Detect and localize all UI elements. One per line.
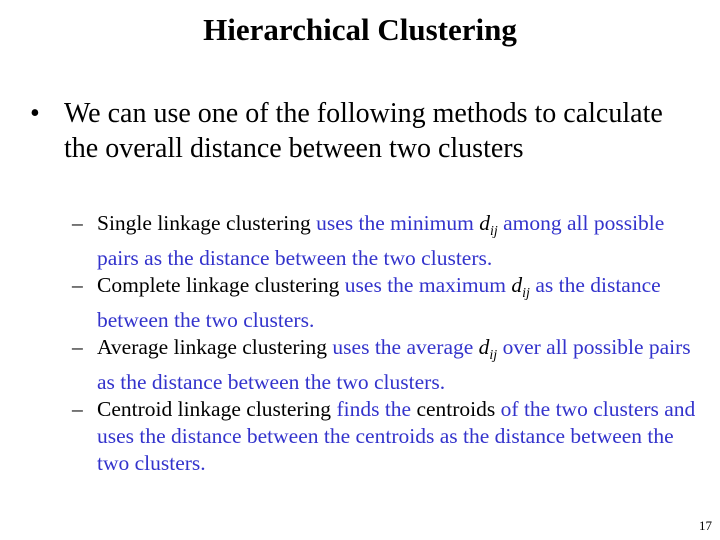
slide-title: Hierarchical Clustering <box>203 12 517 47</box>
method-description-cont: of the two clusters and uses the distance between the centroids as the distance between the two clusters. <box>97 397 696 475</box>
bullet-icon: • <box>30 98 40 129</box>
method-name: Average linkage clustering <box>97 335 328 359</box>
distance-variable: $d_{ij}$ <box>478 335 498 363</box>
main-bullet <box>30 96 680 166</box>
sub-bullet-list <box>72 210 697 477</box>
dash-icon: – <box>72 211 83 235</box>
method-description-cont: as the distance between the two clusters. <box>97 273 661 332</box>
dash-icon: – <box>72 273 83 297</box>
method-description-cont: among all possible pairs as the distance between the two clusters. <box>97 211 665 270</box>
distance-variable: $d_{ij}$ <box>479 211 498 239</box>
sub-bullet-average-linkage <box>72 334 697 396</box>
method-description: uses the maximum <box>339 273 512 297</box>
method-name: Single linkage clustering <box>97 211 311 235</box>
centroids-term: centroids <box>416 397 496 421</box>
method-name: Complete linkage clustering <box>97 273 340 297</box>
sub-bullet-complete-linkage <box>72 272 697 334</box>
method-description: finds the <box>331 397 417 421</box>
distance-variable: $d_{ij}$ <box>511 273 530 301</box>
page-number: 17 <box>699 518 712 533</box>
sub-bullet-centroid-linkage <box>72 396 697 477</box>
dash-icon: – <box>72 397 83 421</box>
method-name: Centroid linkage clustering <box>97 397 332 421</box>
dash-icon: – <box>72 335 83 359</box>
main-bullet-text: We can use one of the following methods to calculate the overall distance between two clusters <box>64 98 663 164</box>
method-description: uses the average <box>327 335 479 359</box>
method-description: uses the minimum <box>310 211 480 235</box>
method-description-cont: over all possible pairs as the distance between the two clusters. <box>97 335 691 394</box>
sub-bullet-single-linkage <box>72 210 697 272</box>
